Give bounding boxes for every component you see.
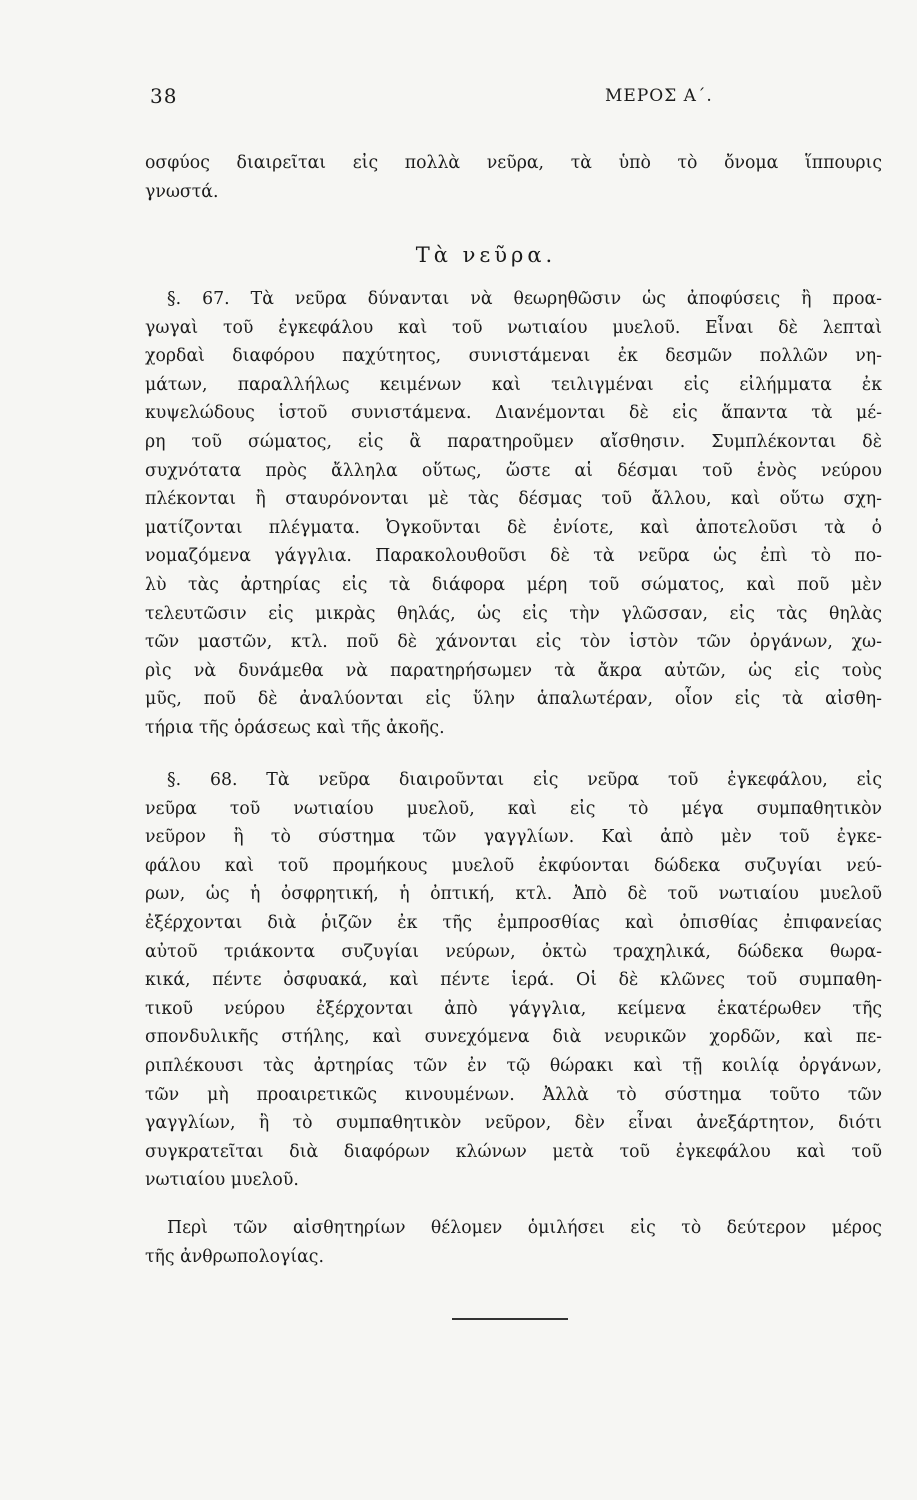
text-line: συγκρατεῖται διὰ διαφόρων κλώνων μετὰ τοῦ ἐγκεφάλου καὶ τοῦ <box>145 1141 882 1162</box>
text-line: κικά, πέντε ὀσφυακά, καὶ πέντε ἱερά. Οἱ δὲ κλῶνες τοῦ συμπαθη- <box>145 970 882 991</box>
text-line: κυψελώδους ἱστοῦ συνιστάμενα. Διανέμονται δὲ εἰς ἅπαντα τὰ μέ- <box>145 403 882 424</box>
text-line: πλέκονται ἢ σταυρόνονται μὲ τὰς δέσμας τοῦ ἄλλου, καὶ οὕτω σχη- <box>145 489 882 510</box>
running-title: ΜΕΡΟΣ Α΄. <box>605 86 713 106</box>
text-line: §. 67. Τὰ νεῦρα δύνανται νὰ θεωρηθῶσιν ὡς ἀποφύσεις ἢ προα- <box>167 289 882 309</box>
paragraph-67 <box>145 285 882 743</box>
text-line: τήρια τῆς ὁράσεως καὶ τῆς ἀκοῆς. <box>145 717 445 738</box>
text-line: Περὶ τῶν αἰσθητηρίων θέλομεν ὁμιλήσει εἰς τὸ δεύτερον μέρος <box>167 1218 882 1238</box>
text-line: μῦς, ποῦ δὲ ἀναλύονται εἰς ὕλην ἁπαλωτέραν, οἷον εἰς τὰ αἰσθη- <box>145 689 882 710</box>
text-line: νομαζόμενα γάγγλια. Παρακολουθοῦσι δὲ τὰ νεῦρα ὡς ἐπὶ τὸ πο- <box>145 546 882 567</box>
text-line: ματίζονται πλέγματα. Ὀγκοῦνται δὲ ἐνίοτε, καὶ ἀποτελοῦσι τὰ ὁ <box>145 517 882 538</box>
text-line: γωγαὶ τοῦ ἐγκεφάλου καὶ τοῦ νωτιαίου μυελοῦ. Εἶναι δὲ λεπταὶ <box>145 317 882 338</box>
paragraph-68 <box>145 766 882 1195</box>
text-line: ρη τοῦ σώματος, εἰς ἃ παρατηροῦμεν αἴσθησιν. Συμπλέκονται δὲ <box>145 431 882 452</box>
text-line: νωτιαίου μυελοῦ. <box>145 1170 299 1191</box>
text-line: τῆς ἀνθρωπολογίας. <box>145 1246 324 1267</box>
page-number: 38 <box>150 84 178 108</box>
text-line: νεῦρον ἢ τὸ σύστημα τῶν γαγγλίων. Καὶ ἀπὸ μὲν τοῦ ἐγκε- <box>145 827 882 848</box>
text-line: ριπλέκουσι τὰς ἀρτηρίας τῶν ἐν τῷ θώρακι καὶ τῇ κοιλίᾳ ὀργάνων, <box>145 1055 882 1076</box>
text-line: τῶν μαστῶν, κτλ. ποῦ δὲ χάνονται εἰς τὸν ἱστὸν τῶν ὀργάνων, χω- <box>145 632 882 653</box>
text-line: μάτων, παραλλήλως κειμένων καὶ τειλιγμέναι εἰς εἰλήμματα ἐκ <box>145 374 882 395</box>
closing-paragraph <box>145 1214 882 1271</box>
text-line: νεῦρα τοῦ νωτιαίου μυελοῦ, καὶ εἰς τὸ μέγα συμπαθητικὸν <box>145 798 882 819</box>
text-line: τελευτῶσιν εἰς μικρὰς θηλάς, ὡς εἰς τὴν γλῶσσαν, εἰς τὰς θηλὰς <box>145 603 882 624</box>
text-line: ρων, ὡς ἡ ὀσφρητική, ἡ ὀπτική, κτλ. Ἀπὸ δὲ τοῦ νωτιαίου μυελοῦ <box>145 884 882 905</box>
running-head <box>150 84 880 118</box>
text-line: οσφύος διαιρεῖται εἰς πολλὰ νεῦρα, τὰ ὑπὸ τὸ ὄνομα ἵππουρις <box>145 153 882 173</box>
intro-continuation <box>145 149 882 206</box>
end-rule <box>452 1318 568 1320</box>
text-line: γαγγλίων, ἢ τὸ συμπαθητικὸν νεῦρον, δὲν εἶναι ἀνεξάρτητον, διότι <box>145 1113 882 1134</box>
text-line: χορδαὶ διαφόρου παχύτητος, συνιστάμεναι ἐκ δεσμῶν πολλῶν νη- <box>145 346 882 367</box>
text-line: συχνότατα πρὸς ἄλληλα οὕτως, ὥστε αἱ δέσμαι τοῦ ἑνὸς νεύρου <box>145 460 882 481</box>
text-line: ἐξέρχονται διὰ ῥιζῶν ἐκ τῆς ἐμπροσθίας καὶ ὀπισθίας ἐπιφανείας <box>145 912 882 933</box>
text-line: λὺ τὰς ἀρτηρίας εἰς τὰ διάφορα μέρη τοῦ σώματος, καὶ ποῦ μὲν <box>145 574 882 595</box>
section-heading: Τὰ νεῦρα. <box>415 243 557 267</box>
text-line: τῶν μὴ προαιρετικῶς κινουμένων. Ἀλλὰ τὸ σύστημα τοῦτο τῶν <box>145 1084 882 1105</box>
text-line: §. 68. Τὰ νεῦρα διαιροῦνται εἰς νεῦρα τοῦ ἐγκεφάλου, εἰς <box>167 770 882 790</box>
text-line: γνωστά. <box>145 181 219 202</box>
text-line: ρὶς νὰ δυνάμεθα νὰ παρατηρήσωμεν τὰ ἄκρα αὐτῶν, ὡς εἰς τοὺς <box>145 660 882 681</box>
text-line: τικοῦ νεύρου ἐξέρχονται ἀπὸ γάγγλια, κείμενα ἑκατέρωθεν τῆς <box>145 998 882 1019</box>
text-line: φάλου καὶ τοῦ προμήκους μυελοῦ ἐκφύονται δώδεκα συζυγίαι νεύ- <box>145 855 882 876</box>
text-line: αὐτοῦ τριάκοντα συζυγίαι νεύρων, ὀκτὼ τραχηλικά, δώδεκα θωρα- <box>145 941 882 962</box>
text-line: σπονδυλικῆς στήλης, καὶ συνεχόμενα διὰ νευρικῶν χορδῶν, καὶ πε- <box>145 1027 882 1048</box>
